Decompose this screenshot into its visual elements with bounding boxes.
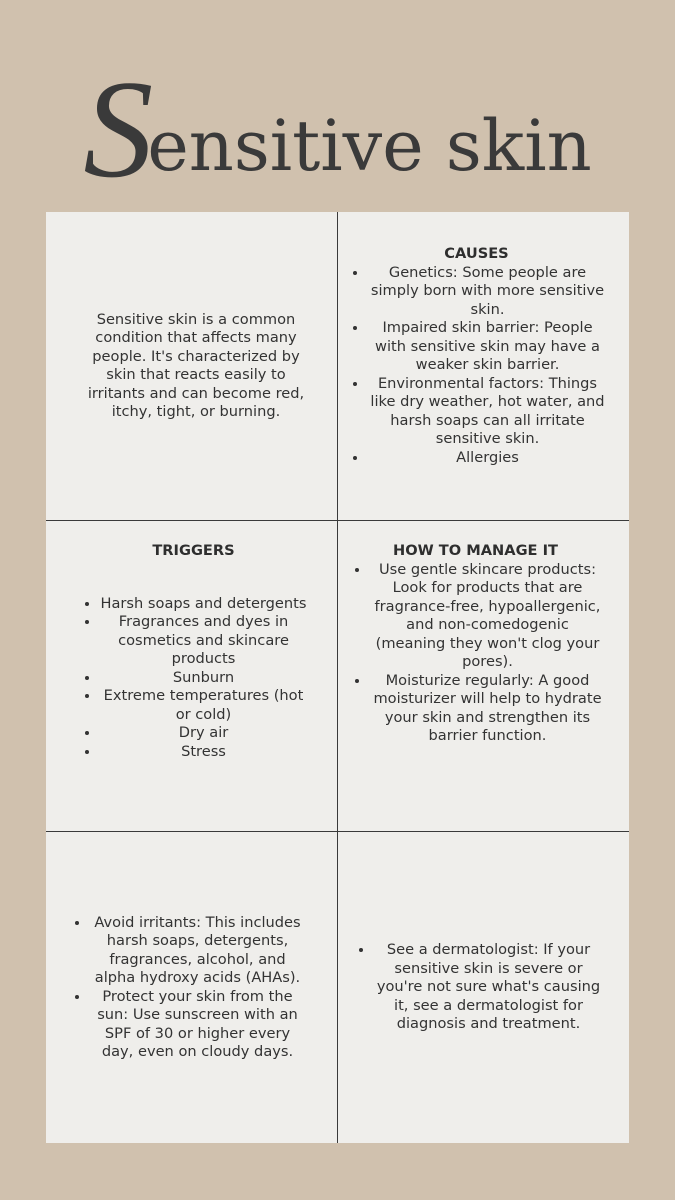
causes-list — [346, 264, 607, 468]
manage-more-cell — [46, 832, 337, 1143]
list-item: • Fragrances and dyes in cosmetics and skincare products — [100, 613, 307, 669]
list-item: • See a dermatologist: If your sensitive skin is severe or you're not sure what's causing it, see a dermatologist for diagnosis and treatment. — [374, 941, 603, 1034]
list-item: • Environmental factors: Things like dry weather, hot water, and harsh soaps can all irritate sensitive skin. — [368, 375, 607, 449]
causes-heading: CAUSES — [444, 245, 509, 262]
title-rest: ensitive skin — [147, 105, 592, 187]
intro-text: Sensitive skin is a common condition that affects many people. It's characterized by skin that reacts easily to irritants and can become red, itchy, tight, or burning. — [87, 310, 305, 420]
list-item: • Moisturize regularly: A good moisturizer will help to hydrate your skin and strengthen its barrier function. — [370, 672, 605, 746]
list-item: • Sunburn — [100, 669, 307, 688]
manage-heading: HOW TO MANAGE IT — [393, 542, 558, 559]
title-initial: S — [83, 52, 154, 207]
list-item: • Impaired skin barrier: People with sensitive skin may have a weaker skin barrier. — [368, 319, 607, 375]
list-item: • Harsh soaps and detergents — [100, 595, 307, 614]
list-item: • Extreme temperatures (hot or cold) — [100, 687, 307, 724]
dermatologist-cell — [338, 832, 629, 1143]
list-item: • Dry air — [100, 724, 307, 743]
manage-list — [346, 561, 605, 746]
triggers-heading: TRIGGERS — [152, 542, 235, 559]
info-grid — [46, 212, 629, 1143]
manage-cell — [338, 542, 629, 831]
triggers-list — [60, 595, 307, 762]
causes-cell — [338, 245, 629, 520]
list-item: • Use gentle skincare products: Look for products that are fragrance-free, hypoallergenic, and non-comedogenic (meaning they won't clog your pores). — [370, 561, 605, 672]
intro-cell — [72, 212, 320, 520]
list-item: • Avoid irritants: This includes harsh soaps, detergents, fragrances, alcohol, and alpha hydroxy acids (AHAs). — [90, 914, 305, 988]
dermatologist-list — [350, 941, 603, 1034]
list-item: • Allergies — [368, 449, 607, 468]
list-item: • Protect your skin from the sun: Use sunscreen with an SPF of 30 or higher every day, even on cloudy days. — [90, 988, 305, 1062]
manage-more-list — [62, 914, 305, 1062]
list-item: • Genetics: Some people are simply born with more sensitive skin. — [368, 264, 607, 320]
triggers-cell — [46, 542, 337, 831]
page-title — [0, 52, 675, 207]
list-item: • Stress — [100, 743, 307, 762]
horizontal-divider-1 — [46, 520, 629, 521]
